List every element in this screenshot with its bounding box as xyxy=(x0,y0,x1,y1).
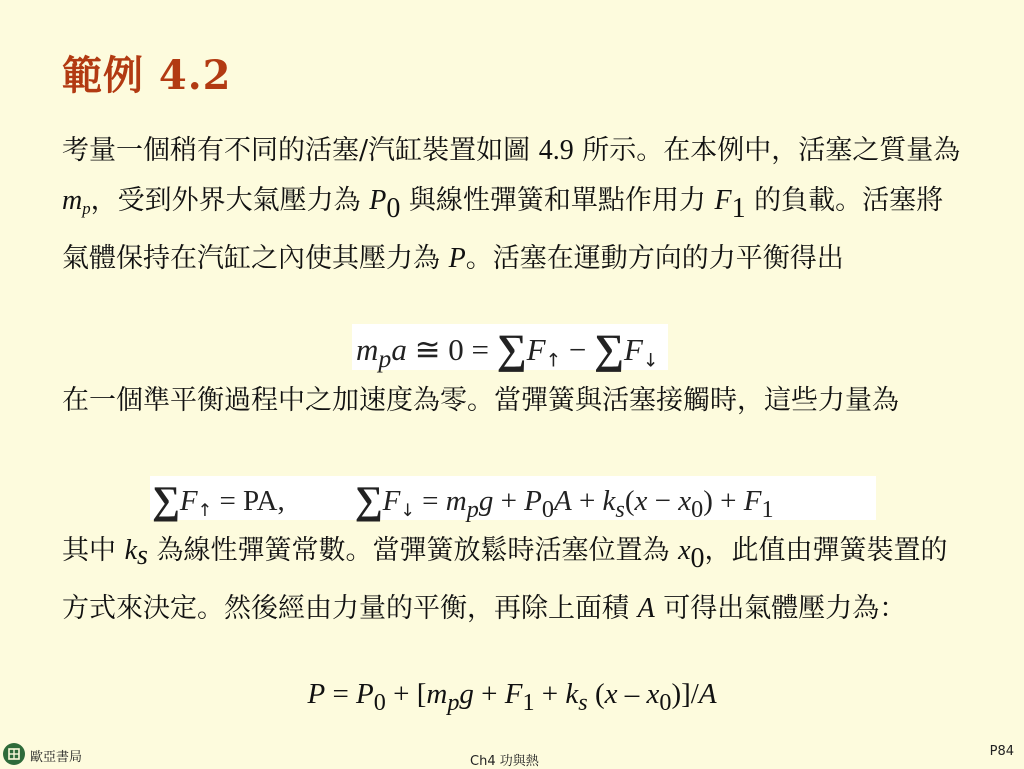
paragraph-intro: 考量一個稍有不同的活塞/汽缸裝置如圖 4.9 所示。在本例中，活塞之質量為 $m_p$，受到外界大氣壓力為 $P_0$ 與線性彈簧和單點作用力 $F_1$ 的負載。活塞將氣體保持在汽缸之內使其壓力為 P。活塞在運動方向的力平衡得出 xyxy=(62,135,961,274)
publisher-name: 歐亞書局 xyxy=(30,750,83,765)
publisher-logo-icon xyxy=(3,743,25,765)
equation-gas-pressure: $P = P_0 + [m_pg + F_1 + k_s$ $(x - x_0)]/A$ xyxy=(307,678,717,716)
paragraph-quasi-equilibrium: 在一個準平衡過程中之加速度為零。當彈簧與活塞接觸時，這些力量為 xyxy=(62,385,899,416)
paragraph-spring-constant: 其中 $k_s$ 為線性彈簧常數。當彈簧放鬆時活塞位置為 $x_0$，此值由彈簧裝置的方式來決定。然後經由力量的平衡，再除上面積 A 可得出氣體壓力為： xyxy=(62,535,948,624)
equation-forces: $\sum F_↑$ = PA, $\sum F_↓ = m_pg + P_0A + k_s(x - x_0) + F_1$ xyxy=(150,476,876,520)
page-number: P84 xyxy=(989,744,1014,759)
slide-title: 範例 4.2 xyxy=(62,52,232,99)
chapter-label: Ch4 功與熱 xyxy=(470,754,539,769)
equation-force-balance: $m_pa$ ≅ $0 = \sum F_↑ - \sum F_↓$ xyxy=(352,324,668,370)
slide-footer xyxy=(0,740,1024,768)
